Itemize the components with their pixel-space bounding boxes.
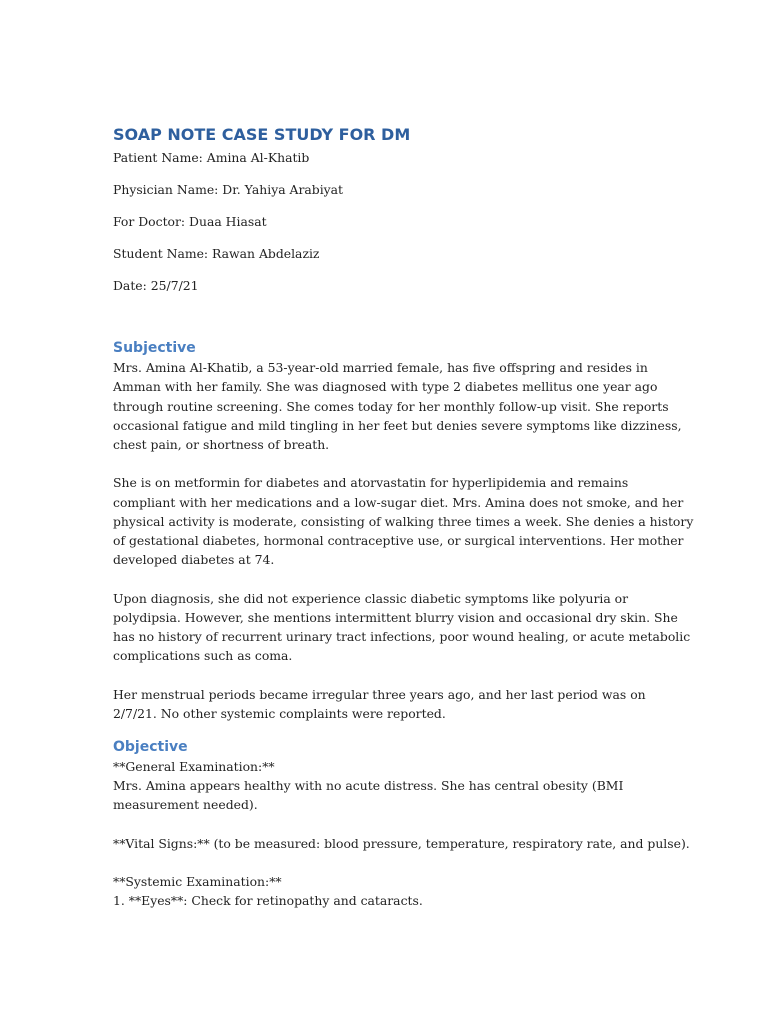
text-line: She is on metformin for diabetes and atorvastatin for hyperlipidemia and remains xyxy=(113,475,629,491)
general-examination xyxy=(113,757,658,815)
text-line: has no history of recurrent urinary tract infections, poor wound healing, or acute metabolic xyxy=(113,629,691,645)
patient-name-line: Patient Name: Amina Al-Khatib xyxy=(113,150,310,165)
text-line: Upon diagnosis, she did not experience classic diabetic symptoms like polyuria or xyxy=(113,590,629,606)
text-line: of gestational diabetes, hormonal contraceptive use, or surgical interventions. Her mother xyxy=(113,533,684,549)
document-title: SOAP NOTE CASE STUDY FOR DM xyxy=(113,125,411,144)
objective-heading: Objective xyxy=(113,739,188,756)
for-doctor-line: For Doctor: Duaa Hiasat xyxy=(113,214,267,229)
text-line: measurement needed). xyxy=(113,797,258,813)
text-line: complications such as coma. xyxy=(113,648,293,664)
text-line: Mrs. Amina Al-Khatib, a 53-year-old married female, has five offspring and resides in xyxy=(113,360,648,376)
text-line: polydipsia. However, she mentions intermittent blurry vision and occasional dry skin. She xyxy=(113,609,678,625)
subjective-paragraph xyxy=(113,473,694,569)
systemic-examination xyxy=(113,872,658,910)
text-line: Mrs. Amina appears healthy with no acute distress. She has central obesity (BMI xyxy=(113,778,624,794)
systemic-item: 1. **Eyes**: Check for retinopathy and cataracts. xyxy=(113,893,423,909)
text-line: physical activity is moderate, consisting of walking three times a week. She denies a history xyxy=(113,513,694,529)
physician-name-line: Physician Name: Dr. Yahiya Arabiyat xyxy=(113,182,344,197)
text-line: through routine screening. She comes today for her monthly follow-up visit. She reports xyxy=(113,398,669,414)
text-line: developed diabetes at 74. xyxy=(113,552,275,568)
subjective-heading: Subjective xyxy=(113,340,196,357)
systemic-examination-label: **Systemic Examination:** xyxy=(113,874,282,890)
text-line: Amman with her family. She was diagnosed with type 2 diabetes mellitus one year ago xyxy=(113,379,658,395)
subjective-paragraph xyxy=(113,685,658,723)
text-line: occasional fatigue and mild tingling in her feet but denies severe symptoms like dizziness, xyxy=(113,417,682,433)
text-line: compliant with her medications and a low-sugar diet. Mrs. Amina does not smoke, and her xyxy=(113,494,684,510)
general-examination-label: **General Examination:** xyxy=(113,759,275,775)
vital-signs xyxy=(113,834,690,853)
text-line: 2/7/21. No other systemic complaints were reported. xyxy=(113,705,446,721)
student-name-line: Student Name: Rawan Abdelaziz xyxy=(113,246,320,261)
subjective-paragraph xyxy=(113,589,691,666)
subjective-paragraph xyxy=(113,358,682,454)
text-line: Her menstrual periods became irregular three years ago, and her last period was on xyxy=(113,686,646,702)
vital-signs-line: **Vital Signs:** (to be measured: blood pressure, temperature, respiratory rate, and pulse). xyxy=(113,835,690,851)
document-body xyxy=(113,124,694,911)
date-line: Date: 25/7/21 xyxy=(113,278,199,293)
text-line: chest pain, or shortness of breath. xyxy=(113,437,330,453)
